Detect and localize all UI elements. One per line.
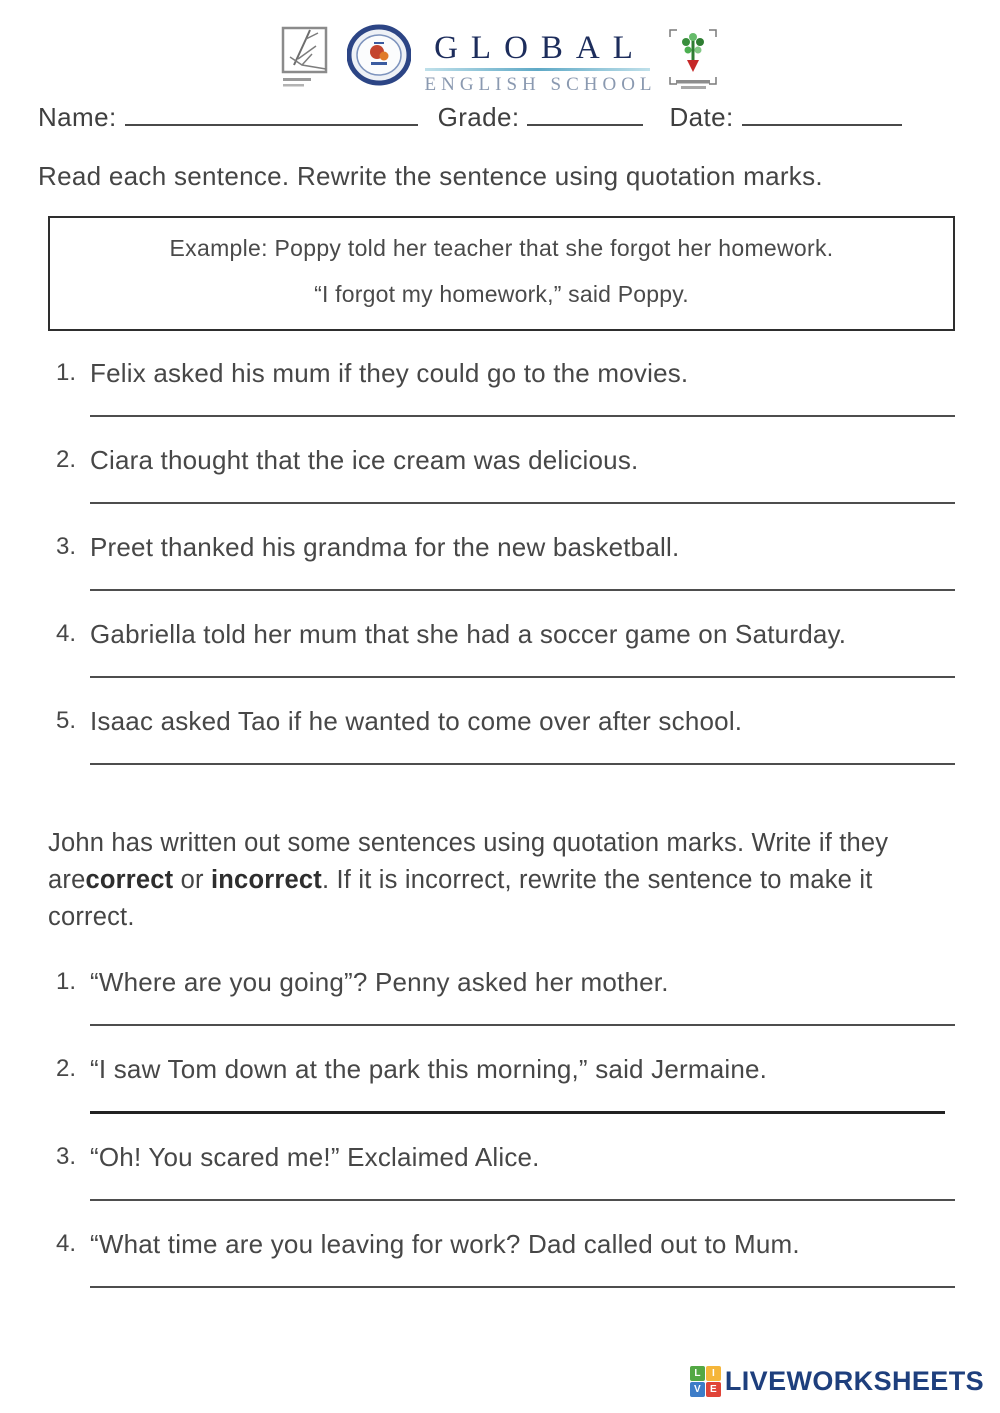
book-sketch-logo-icon	[279, 24, 333, 90]
question-text: “What time are you leaving for work? Dad called out to Mum.	[90, 1229, 800, 1259]
question-item	[0, 705, 1000, 765]
question-number: 3.	[56, 1143, 77, 1170]
bold-incorrect: incorrect	[211, 866, 322, 894]
section2-question-list	[0, 966, 1000, 1288]
question-row	[0, 1228, 1000, 1260]
question-row	[0, 531, 1000, 563]
question-number: 4.	[56, 620, 77, 647]
example-line-1: Example: Poppy told her teacher that she forgot her homework.	[169, 235, 834, 261]
question-number: 2.	[56, 1055, 77, 1082]
answer-line[interactable]	[90, 676, 955, 678]
question-row	[0, 705, 1000, 737]
liveworksheets-logo-icon	[690, 1366, 721, 1397]
question-text: Preet thanked his grandma for the new basketball.	[90, 532, 680, 562]
question-row	[0, 618, 1000, 650]
question-item	[0, 1228, 1000, 1288]
school-subtitle: ENGLISH SCHOOL	[424, 74, 657, 95]
section2-or: or	[173, 866, 211, 894]
question-text: “Where are you going”? Penny asked her mother.	[90, 967, 669, 997]
question-text: Felix asked his mum if they could go to the movies.	[90, 358, 689, 388]
date-label: Date:	[669, 102, 734, 132]
school-title	[424, 30, 657, 96]
bold-correct: correct	[85, 866, 174, 894]
question-item	[0, 531, 1000, 591]
question-number: 4.	[56, 1230, 77, 1257]
example-box	[48, 216, 955, 331]
header-logos	[0, 0, 1000, 96]
question-number: 1.	[56, 968, 77, 995]
question-text: “I saw Tom down at the park this morning,” said Jermaine.	[90, 1054, 768, 1084]
answer-line[interactable]	[90, 502, 955, 504]
name-grade-date-row	[0, 100, 1000, 133]
answer-line[interactable]	[90, 589, 955, 591]
grade-blank[interactable]	[527, 100, 643, 126]
example-line-2: “I forgot my homework,” said Poppy.	[314, 281, 689, 307]
section1-instruction: Read each sentence. Rewrite the sentence using quotation marks.	[38, 161, 823, 191]
question-item	[0, 1141, 1000, 1201]
question-item	[0, 444, 1000, 504]
grade-label: Grade:	[437, 102, 520, 132]
question-number: 5.	[56, 707, 77, 734]
name-label: Name:	[38, 102, 117, 132]
answer-line[interactable]	[90, 1024, 955, 1026]
question-item	[0, 966, 1000, 1026]
question-row	[0, 1141, 1000, 1173]
question-text: Ciara thought that the ice cream was delicious.	[90, 445, 639, 475]
question-number: 3.	[56, 533, 77, 560]
school-emblem-icon	[347, 24, 411, 86]
name-blank[interactable]	[125, 100, 418, 126]
question-text: “Oh! You scared me!” Exclaimed Alice.	[90, 1142, 540, 1172]
question-row	[0, 357, 1000, 389]
question-item	[0, 618, 1000, 678]
section2-instruction	[0, 825, 1000, 936]
question-text: Gabriella told her mum that she had a soccer game on Saturday.	[90, 619, 847, 649]
answer-line[interactable]	[90, 763, 955, 765]
question-item	[0, 357, 1000, 417]
section2-instruction-part2: . If it is incorrect, rewrite the sentence to make it correct.	[48, 866, 873, 931]
answer-line[interactable]	[90, 415, 955, 417]
question-text: Isaac asked Tao if he wanted to come over after school.	[90, 706, 743, 736]
date-blank[interactable]	[742, 100, 902, 126]
question-row	[0, 1053, 1000, 1085]
section1-question-list	[0, 357, 1000, 765]
ministry-logo-icon	[664, 24, 722, 94]
logo-letter-e: E	[706, 1382, 721, 1397]
section2-instruction-part1: John has written out some sentences using quotation marks. Write if they are	[48, 829, 889, 894]
question-number: 2.	[56, 446, 77, 473]
footer	[690, 1366, 984, 1397]
question-number: 1.	[56, 359, 77, 386]
title-divider	[425, 68, 650, 71]
school-name: GLOBAL	[434, 30, 646, 66]
answer-line[interactable]	[90, 1286, 955, 1288]
logo-letter-v: V	[690, 1382, 705, 1397]
question-item	[0, 1053, 1000, 1114]
answer-line[interactable]	[90, 1199, 955, 1201]
logo-letter-i: I	[706, 1366, 721, 1381]
question-row	[0, 966, 1000, 998]
brand-text: LIVEWORKSHEETS	[724, 1366, 984, 1396]
question-row	[0, 444, 1000, 476]
answer-line[interactable]	[90, 1111, 945, 1114]
logo-letter-l: L	[690, 1366, 705, 1381]
